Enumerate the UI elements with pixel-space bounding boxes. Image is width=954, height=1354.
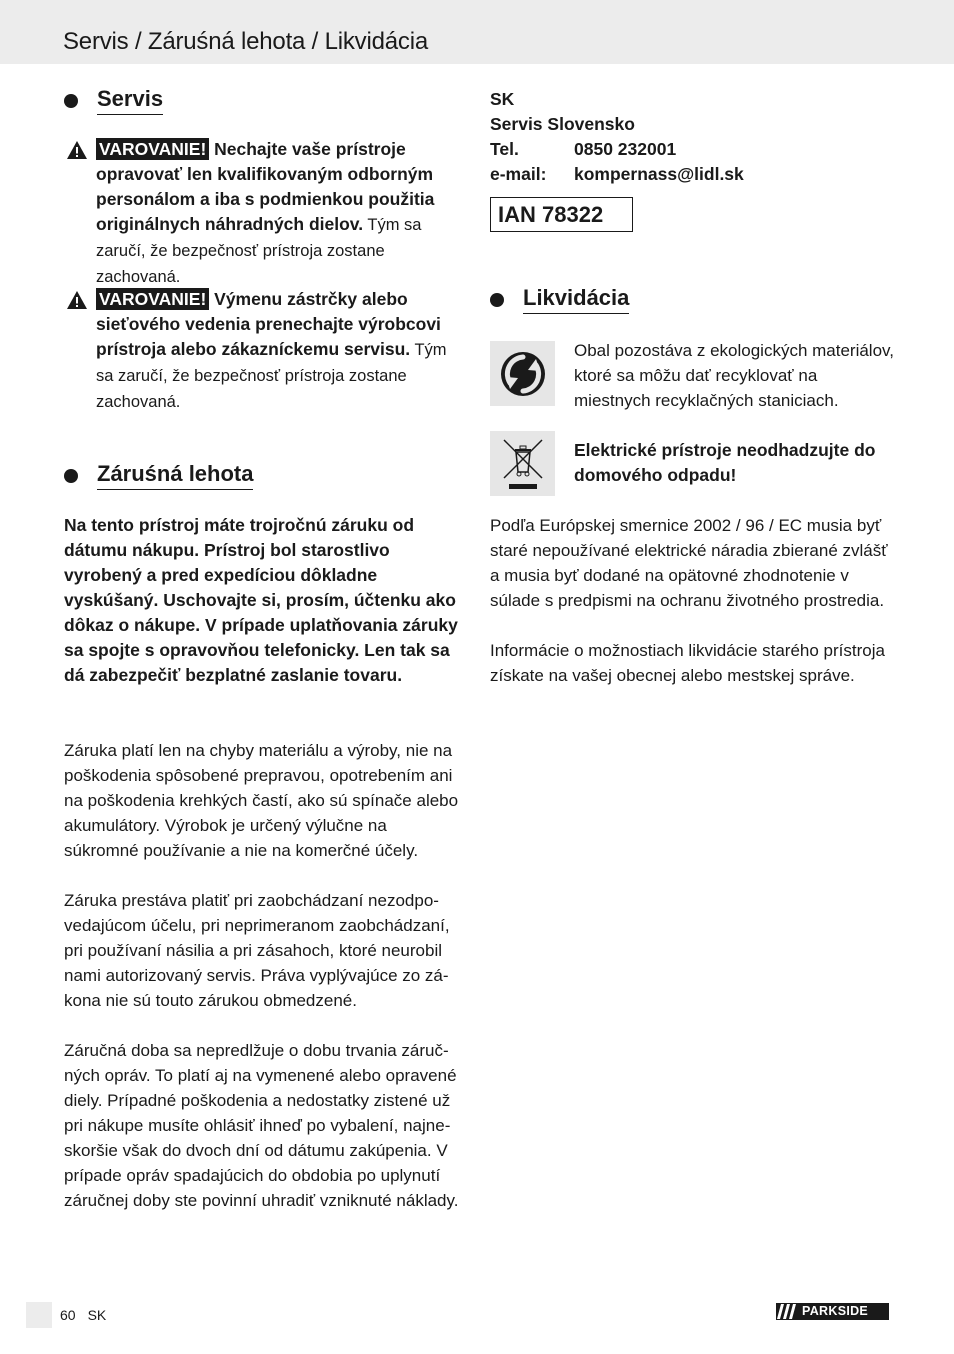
- bullet-icon: [64, 94, 78, 108]
- contact-country: SK: [490, 89, 515, 109]
- bullet-icon: [64, 469, 78, 483]
- warning-label: VAROVANIE!: [96, 288, 209, 310]
- disposal-heading-text: Likvidácia: [523, 285, 629, 314]
- warning-triangle-icon: [66, 290, 88, 310]
- disposal-paragraph-2: Informácie o možnostiach likvidácie starého prístroja získate na vašej obecnej alebo mestskej správe.: [490, 641, 885, 685]
- footer: [60, 1305, 106, 1325]
- brand-stripes-icon: [776, 1303, 800, 1320]
- page-title: Servis / Záruśná lehota / Likvidácia: [63, 28, 428, 55]
- tel-value: 0850 232001: [574, 139, 677, 159]
- contact-name: Servis Slovensko: [490, 114, 635, 134]
- warranty-paragraph-4: Záručná doba sa nepredlžuje o dobu trvania záručných opráv. To platí aj na vymenené alebo opravené diely. Prípadné poškodenia a nedostatky zistené už pri nákupe musíte ohlásiť ihneď po vybalení, najneskoršie však do dvoch dní od dátumu zakúpenia. V prípade opráv spadajúcich do obdobia po uplynutí záručnej doby ste povinní uhradiť vzniknuté náklady.: [64, 1041, 459, 1210]
- disposal-heading: [490, 285, 629, 314]
- warning-plug: [64, 287, 464, 415]
- warranty-paragraph-3: Záruka prestáva platiť pri zaobchádzaní nezodpovedajúcom účelu, pri neprimeranom zaobchádzaní, pri používaní násilia a pri zásahoch, ktoré neurobil nami autorizovaný servis. Práva vyplývajúce zo zákona nie sú touto zárukou obmedzené.: [64, 891, 450, 1010]
- brand-name: PARKSIDE: [802, 1304, 869, 1318]
- servis-heading-text: Servis: [97, 86, 163, 115]
- warning-bold-text: Výmenu zástrčky alebo sieťového vedenia prenechajte výrobcovi prístroja alebo zákazníckemu servisu.: [96, 289, 441, 359]
- warning-triangle-icon: [66, 140, 88, 160]
- warranty-paragraph-1: Na tento prístroj máte trojročnú záruku od dátumu nákupu. Prístroj bol starostlivo vyrobený a pred expedíciou dôkladne vyskúšaný. Uschovajte si, prosím, účtenku ako dôkaz o nákupe. V prípade uplatňovania záruky sa spojte s opravovňou telefonicky. Len tak sa dá zabezpečiť bezplatné zaslanie tovaru.: [64, 515, 458, 685]
- parkside-logo: [776, 1303, 889, 1320]
- footer-marker: [26, 1302, 52, 1328]
- warning-normal-text: Tým sa zaručí, že bezpečnosť prístroja zostane zachovaná.: [96, 341, 447, 411]
- warning-normal-text: Tým sa zaručí, že bezpečnosť prístroja zostane zachovaná.: [96, 216, 422, 286]
- email-value[interactable]: kompernass@lidl.sk: [574, 164, 744, 184]
- service-contact: [490, 87, 744, 187]
- ian-number: IAN 78322: [490, 197, 633, 232]
- disposal-paragraph-1: Podľa Európskej smernice 2002 / 96 / EC musia byť staré nepoužívané elektrické náradia zbierané zvlášť a musia byť dodané na opätovné zhodnotenie v súlade s predpismi na ochranu životného prostredia.: [490, 516, 888, 610]
- footer-lang: SK: [87, 1307, 107, 1323]
- warranty-heading: [64, 461, 253, 490]
- weee-text: Elektrické prístroje neodhadzujte do domového odpadu!: [574, 440, 876, 485]
- servis-heading: [64, 86, 163, 115]
- warranty-paragraph-2: Záruka platí len na chyby materiálu a výroby, nie na poškodenia spôsobené prepravou, opotrebením ani na poškodenia krehkých častí, ako sú spínače alebo akumulátory. Výrobok je určený výlučne na súkromné používanie a nie na komerčné účely.: [64, 741, 459, 860]
- bullet-icon: [490, 293, 504, 307]
- page-number: 60: [60, 1307, 76, 1323]
- warning-repair: [64, 137, 464, 290]
- tel-label: Tel.: [490, 139, 519, 159]
- green-dot-recycle-icon: [490, 341, 555, 406]
- warning-bold-text: Nechajte vaše prístroje opravovať len kvalifikovaným odborným personálom a iba s podmienkou použitia originálnych náhradných dielov.: [96, 139, 435, 234]
- crossed-out-bin-icon: [490, 431, 555, 496]
- warning-label: VAROVANIE!: [96, 138, 209, 160]
- email-label: e-mail:: [490, 164, 547, 184]
- warranty-heading-text: Záruśná lehota: [97, 461, 253, 490]
- recycle-text: Obal pozostáva z ekologických materiálov, ktoré sa môžu dať recyklovať na miestnych recyklačných staniciach.: [574, 341, 895, 410]
